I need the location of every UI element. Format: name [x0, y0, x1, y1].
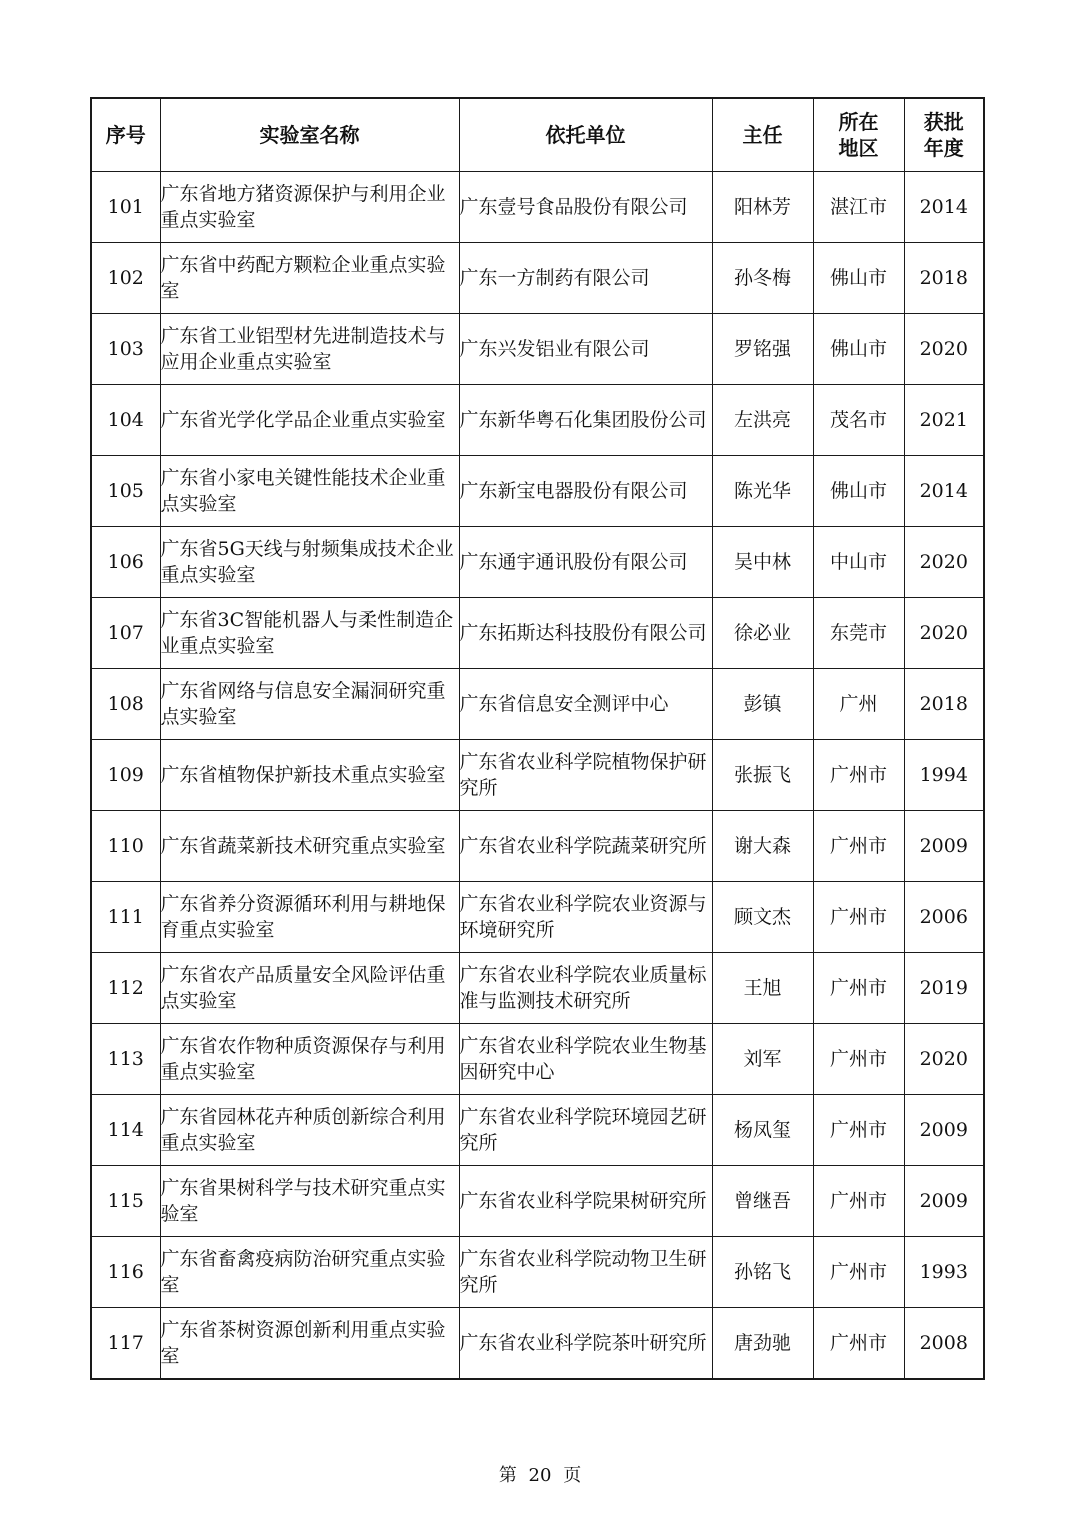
- cell-host-unit: 广东省农业科学院环境园艺研究所: [459, 1095, 712, 1166]
- cell-host-unit: 广东省农业科学院农业资源与环境研究所: [459, 882, 712, 953]
- cell-approval-year: 2014: [904, 172, 984, 243]
- cell-host-unit: 广东新华粤石化集团股份公司: [459, 385, 712, 456]
- cell-approval-year: 2014: [904, 456, 984, 527]
- cell-serial-number: 116: [91, 1237, 160, 1308]
- cell-host-unit: 广东兴发铝业有限公司: [459, 314, 712, 385]
- cell-approval-year: 2019: [904, 953, 984, 1024]
- table-body: [91, 172, 984, 1380]
- cell-approval-year: 2020: [904, 527, 984, 598]
- cell-lab-name: 广东省养分资源循环利用与耕地保育重点实验室: [160, 882, 459, 953]
- cell-host-unit: 广东省农业科学院农业生物基因研究中心: [459, 1024, 712, 1095]
- cell-director: 罗铭强: [712, 314, 813, 385]
- header-approval-year: [904, 98, 984, 172]
- cell-approval-year: 2008: [904, 1308, 984, 1380]
- cell-director: 陈光华: [712, 456, 813, 527]
- cell-director: 谢大森: [712, 811, 813, 882]
- header-region-text: 所在地区: [838, 110, 879, 160]
- cell-director: 张振飞: [712, 740, 813, 811]
- cell-region: 茂名市: [813, 385, 904, 456]
- cell-region: 广州市: [813, 1095, 904, 1166]
- cell-region: 湛江市: [813, 172, 904, 243]
- cell-serial-number: 103: [91, 314, 160, 385]
- table-row: [91, 1308, 984, 1380]
- cell-region: 广州市: [813, 740, 904, 811]
- table-header-row: [91, 98, 984, 172]
- cell-serial-number: 111: [91, 882, 160, 953]
- cell-serial-number: 114: [91, 1095, 160, 1166]
- page-footer: [0, 1461, 1080, 1487]
- cell-approval-year: 2018: [904, 669, 984, 740]
- cell-serial-number: 112: [91, 953, 160, 1024]
- table-row: [91, 1095, 984, 1166]
- cell-lab-name: 广东省农产品质量安全风险评估重点实验室: [160, 953, 459, 1024]
- cell-lab-name: 广东省3C智能机器人与柔性制造企业重点实验室: [160, 598, 459, 669]
- table-row: [91, 811, 984, 882]
- cell-host-unit: 广东省农业科学院植物保护研究所: [459, 740, 712, 811]
- cell-lab-name: 广东省果树科学与技术研究重点实验室: [160, 1166, 459, 1237]
- cell-lab-name: 广东省光学化学品企业重点实验室: [160, 385, 459, 456]
- cell-approval-year: 1994: [904, 740, 984, 811]
- page-number: 20: [528, 1465, 552, 1486]
- header-approval-year-text: 获批年度: [923, 110, 964, 160]
- laboratory-table: [90, 97, 985, 1380]
- cell-director: 唐劲驰: [712, 1308, 813, 1380]
- cell-region: 广州市: [813, 811, 904, 882]
- cell-lab-name: 广东省地方猪资源保护与利用企业重点实验室: [160, 172, 459, 243]
- cell-lab-name: 广东省5G天线与射频集成技术企业重点实验室: [160, 527, 459, 598]
- cell-director: 杨凤玺: [712, 1095, 813, 1166]
- footer-suffix: 页: [563, 1465, 582, 1486]
- cell-serial-number: 115: [91, 1166, 160, 1237]
- cell-approval-year: 2009: [904, 1166, 984, 1237]
- header-region: [813, 98, 904, 172]
- cell-lab-name: 广东省中药配方颗粒企业重点实验室: [160, 243, 459, 314]
- cell-serial-number: 110: [91, 811, 160, 882]
- header-lab-name: 实验室名称: [160, 98, 459, 172]
- cell-serial-number: 117: [91, 1308, 160, 1380]
- cell-lab-name: 广东省植物保护新技术重点实验室: [160, 740, 459, 811]
- table-row: [91, 1237, 984, 1308]
- cell-region: 广州市: [813, 1308, 904, 1380]
- cell-approval-year: 2009: [904, 811, 984, 882]
- cell-serial-number: 109: [91, 740, 160, 811]
- cell-lab-name: 广东省蔬菜新技术研究重点实验室: [160, 811, 459, 882]
- cell-approval-year: 2018: [904, 243, 984, 314]
- cell-serial-number: 106: [91, 527, 160, 598]
- cell-region: 广州市: [813, 1024, 904, 1095]
- cell-host-unit: 广东一方制药有限公司: [459, 243, 712, 314]
- cell-lab-name: 广东省工业铝型材先进制造技术与应用企业重点实验室: [160, 314, 459, 385]
- table-row: [91, 172, 984, 243]
- cell-region: 广州市: [813, 882, 904, 953]
- cell-serial-number: 104: [91, 385, 160, 456]
- cell-approval-year: 2020: [904, 598, 984, 669]
- cell-host-unit: 广东省农业科学院蔬菜研究所: [459, 811, 712, 882]
- cell-director: 孙铭飞: [712, 1237, 813, 1308]
- cell-region: 佛山市: [813, 456, 904, 527]
- table-row: [91, 456, 984, 527]
- footer-prefix: 第: [498, 1465, 517, 1486]
- cell-lab-name: 广东省茶树资源创新利用重点实验室: [160, 1308, 459, 1380]
- cell-region: 佛山市: [813, 243, 904, 314]
- header-serial-number: 序号: [91, 98, 160, 172]
- cell-director: 徐必业: [712, 598, 813, 669]
- header-host-unit: 依托单位: [459, 98, 712, 172]
- cell-host-unit: 广东新宝电器股份有限公司: [459, 456, 712, 527]
- cell-region: 广州市: [813, 1237, 904, 1308]
- table-row: [91, 953, 984, 1024]
- cell-director: 彭镇: [712, 669, 813, 740]
- cell-approval-year: 1993: [904, 1237, 984, 1308]
- cell-host-unit: 广东壹号食品股份有限公司: [459, 172, 712, 243]
- table-row: [91, 598, 984, 669]
- table-row: [91, 243, 984, 314]
- cell-approval-year: 2006: [904, 882, 984, 953]
- cell-region: 广州市: [813, 953, 904, 1024]
- table-row: [91, 527, 984, 598]
- cell-host-unit: 广东省农业科学院茶叶研究所: [459, 1308, 712, 1380]
- cell-region: 广州市: [813, 1166, 904, 1237]
- cell-region: 广州: [813, 669, 904, 740]
- cell-host-unit: 广东通宇通讯股份有限公司: [459, 527, 712, 598]
- cell-director: 左洪亮: [712, 385, 813, 456]
- cell-serial-number: 102: [91, 243, 160, 314]
- cell-lab-name: 广东省畜禽疫病防治研究重点实验室: [160, 1237, 459, 1308]
- cell-region: 佛山市: [813, 314, 904, 385]
- cell-director: 阳林芳: [712, 172, 813, 243]
- cell-approval-year: 2020: [904, 314, 984, 385]
- cell-director: 顾文杰: [712, 882, 813, 953]
- cell-director: 王旭: [712, 953, 813, 1024]
- cell-host-unit: 广东省信息安全测评中心: [459, 669, 712, 740]
- cell-director: 曾继吾: [712, 1166, 813, 1237]
- table-row: [91, 385, 984, 456]
- cell-lab-name: 广东省农作物种质资源保存与利用重点实验室: [160, 1024, 459, 1095]
- cell-host-unit: 广东省农业科学院果树研究所: [459, 1166, 712, 1237]
- cell-lab-name: 广东省园林花卉种质创新综合利用重点实验室: [160, 1095, 459, 1166]
- table-row: [91, 669, 984, 740]
- cell-director: 吴中林: [712, 527, 813, 598]
- cell-region: 中山市: [813, 527, 904, 598]
- cell-region: 东莞市: [813, 598, 904, 669]
- table-row: [91, 882, 984, 953]
- cell-lab-name: 广东省小家电关键性能技术企业重点实验室: [160, 456, 459, 527]
- table-row: [91, 1024, 984, 1095]
- cell-serial-number: 107: [91, 598, 160, 669]
- cell-approval-year: 2009: [904, 1095, 984, 1166]
- cell-serial-number: 105: [91, 456, 160, 527]
- cell-director: 刘军: [712, 1024, 813, 1095]
- table-row: [91, 740, 984, 811]
- table-row: [91, 314, 984, 385]
- cell-host-unit: 广东省农业科学院动物卫生研究所: [459, 1237, 712, 1308]
- cell-approval-year: 2021: [904, 385, 984, 456]
- table-row: [91, 1166, 984, 1237]
- header-director: 主任: [712, 98, 813, 172]
- cell-serial-number: 113: [91, 1024, 160, 1095]
- cell-approval-year: 2020: [904, 1024, 984, 1095]
- cell-lab-name: 广东省网络与信息安全漏洞研究重点实验室: [160, 669, 459, 740]
- cell-serial-number: 108: [91, 669, 160, 740]
- cell-director: 孙冬梅: [712, 243, 813, 314]
- cell-serial-number: 101: [91, 172, 160, 243]
- cell-host-unit: 广东省农业科学院农业质量标准与监测技术研究所: [459, 953, 712, 1024]
- cell-host-unit: 广东拓斯达科技股份有限公司: [459, 598, 712, 669]
